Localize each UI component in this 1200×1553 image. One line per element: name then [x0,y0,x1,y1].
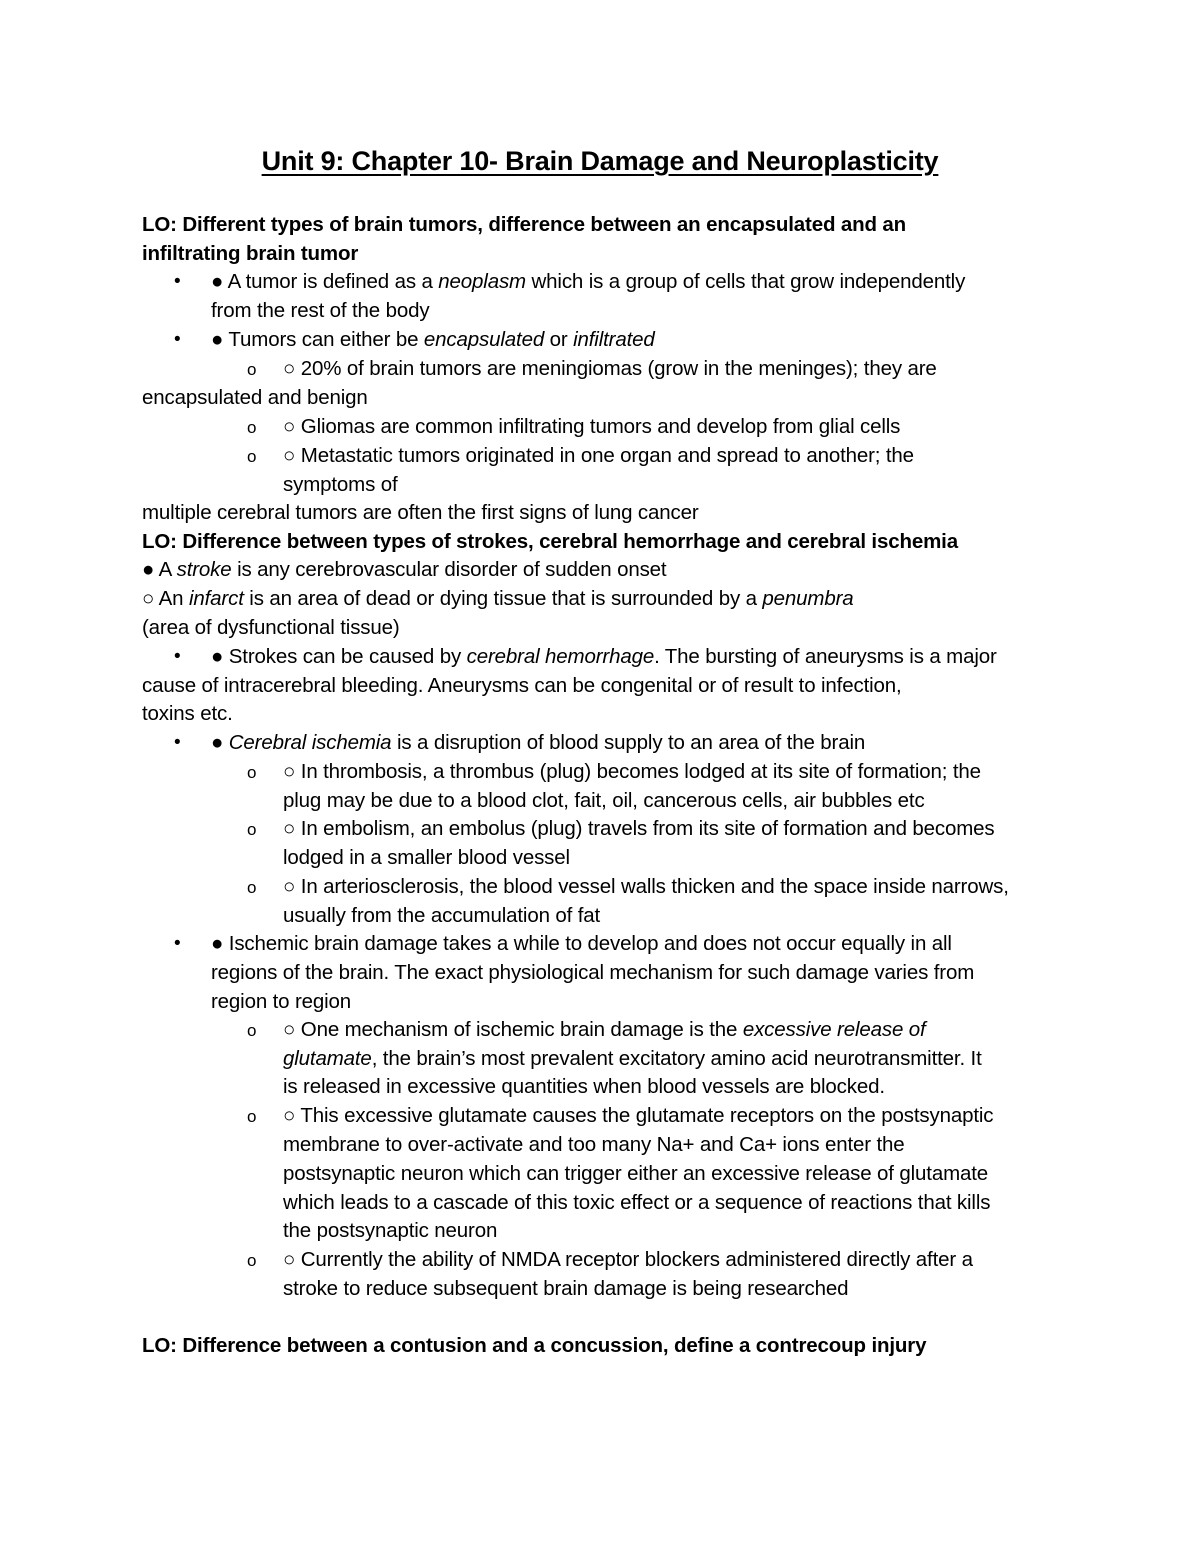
sub-item-metastatic-cont: symptoms of [283,473,398,496]
sub-bullet-marker: o [247,360,257,379]
sub-item-nmda: ○ Currently the ability of NMDA receptor blockers administered directly after a [283,1248,973,1271]
sub-item-embolism-cont: lodged in a smaller blood vessel [283,846,570,869]
learning-objective-strokes: LO: Difference between types of strokes, cerebral hemorrhage and cerebral ischemia [142,530,958,553]
infarct-definition: ○ An infarct is an area of dead or dying tissue that is surrounded by a penumbra [142,587,854,610]
sub-item-embolism: ○ In embolism, an embolus (plug) travels from its site of formation and becomes [283,817,995,840]
page-title: Unit 9: Chapter 10- Brain Damage and Neuroplasticity [261,146,939,176]
sub-item-meningiomas-cont: encapsulated and benign [142,386,368,409]
sub-item-excessive-glutamate: ○ This excessive glutamate causes the glutamate receptors on the postsynaptic [283,1104,994,1127]
circle-marker: ○ [283,1018,296,1041]
sub-item-meningiomas: ○ 20% of brain tumors are meningiomas (grow in the meninges); they are [283,357,937,380]
sub-item-glutamate-cont: glutamate, the brain’s most prevalent excitatory amino acid neurotransmitter. It [283,1047,982,1070]
term-encapsulated: encapsulated [423,328,545,351]
sub-item-arteriosclerosis-cont: usually from the accumulation of fat [283,904,601,927]
term-glutamate: glutamate [283,1047,372,1070]
sub-bullet-marker: o [247,820,257,839]
list-item-ischemia: ● Cerebral ischemia is a disruption of blood supply to an area of the brain [211,731,866,754]
sub-bullet-marker: o [247,1021,257,1040]
sub-item-excessive-glutamate-cont3: which leads to a cascade of this toxic effect or a sequence of reactions that kills [283,1191,991,1214]
sub-item-excessive-glutamate-cont4: the postsynaptic neuron [283,1219,498,1242]
term-neoplasm: neoplasm [438,270,526,293]
infarct-definition-cont: (area of dysfunctional tissue) [142,616,400,639]
sub-item-excessive-glutamate-cont: membrane to over-activate and too many Na+ and Ca+ ions enter the [283,1133,905,1156]
term-infiltrated: infiltrated [573,328,655,351]
bullet-marker: • [174,732,181,753]
sub-item-glutamate-cont2: is released in excessive quantities when blood vessels are blocked. [283,1075,885,1098]
sub-bullet-marker: o [247,1107,257,1126]
sub-bullet-marker: o [247,1251,257,1270]
stroke-definition: ● A stroke is any cerebrovascular disorder of sudden onset [142,558,667,581]
sub-bullet-marker: o [247,418,257,437]
term-stroke: stroke [176,558,232,581]
bullet-marker: • [174,646,181,667]
dot-marker: ● [211,645,224,668]
sub-item-thrombosis: ○ In thrombosis, a thrombus (plug) becomes lodged at its site of formation; the [283,760,981,783]
term-cerebral-hemorrhage: cerebral hemorrhage [466,645,655,668]
dot-marker: ● [211,328,224,351]
sub-item-glutamate: ○ One mechanism of ischemic brain damage is the excessive release of [283,1018,926,1041]
sub-item-excessive-glutamate-cont2: postsynaptic neuron which can trigger either an excessive release of glutamate [283,1162,989,1185]
term-penumbra: penumbra [762,587,854,610]
circle-marker: ○ [283,817,296,840]
bullet-marker: • [174,933,181,954]
sub-item-arteriosclerosis: ○ In arteriosclerosis, the blood vessel walls thicken and the space inside narrows, [283,875,1009,898]
circle-marker: ○ [283,444,296,467]
circle-marker: ○ [283,760,296,783]
sub-item-thrombosis-cont: plug may be due to a blood clot, fait, oil, cancerous cells, air bubbles etc [283,789,925,812]
list-item-hemorrhage: ● Strokes can be caused by cerebral hemorrhage. The bursting of aneurysms is a major [211,645,997,668]
sub-item-metastatic-cont2: multiple cerebral tumors are often the first signs of lung cancer [142,501,699,524]
list-item-tumor-definition-cont: from the rest of the body [211,299,430,322]
list-item-ischemic-damage-cont: regions of the brain. The exact physiological mechanism for such damage varies from [211,961,975,984]
term-excessive-release: excessive release of [742,1018,926,1041]
circle-marker: ○ [283,1104,296,1127]
term-infarct: infarct [188,587,244,610]
dot-marker: ● [211,270,224,293]
sub-bullet-marker: o [247,878,257,897]
bullet-marker: • [174,271,181,292]
circle-marker: ○ [283,1248,296,1271]
bullet-marker: • [174,329,181,350]
dot-marker: ● [142,558,155,581]
list-item-tumor-definition: ● A tumor is defined as a neoplasm which is a group of cells that grow independently [211,270,966,293]
list-item-ischemic-damage-cont2: region to region [211,990,352,1013]
term-cerebral-ischemia: Cerebral ischemia [228,731,392,754]
learning-objective-tumors-cont: infiltrating brain tumor [142,242,359,265]
dot-marker: ● [211,731,224,754]
list-item-ischemic-damage: ● Ischemic brain damage takes a while to develop and does not occur equally in all [211,932,952,955]
list-item-tumor-types: ● Tumors can either be encapsulated or infiltrated [211,328,655,351]
sub-item-nmda-cont: stroke to reduce subsequent brain damage is being researched [283,1277,849,1300]
circle-marker: ○ [283,415,296,438]
learning-objective-contusion: LO: Difference between a contusion and a concussion, define a contrecoup injury [142,1334,927,1357]
learning-objective-tumors: LO: Different types of brain tumors, difference between an encapsulated and an [142,213,907,236]
sub-item-metastatic: ○ Metastatic tumors originated in one organ and spread to another; the [283,444,914,467]
sub-bullet-marker: o [247,763,257,782]
sub-item-gliomas: ○ Gliomas are common infiltrating tumors and develop from glial cells [283,415,901,438]
circle-marker: ○ [283,875,296,898]
circle-marker: ○ [142,587,155,610]
list-item-hemorrhage-cont2: toxins etc. [142,702,233,725]
circle-marker: ○ [283,357,296,380]
dot-marker: ● [211,932,224,955]
list-item-hemorrhage-cont: cause of intracerebral bleeding. Aneurysms can be congenital or of result to infection, [142,674,902,697]
sub-bullet-marker: o [247,447,257,466]
